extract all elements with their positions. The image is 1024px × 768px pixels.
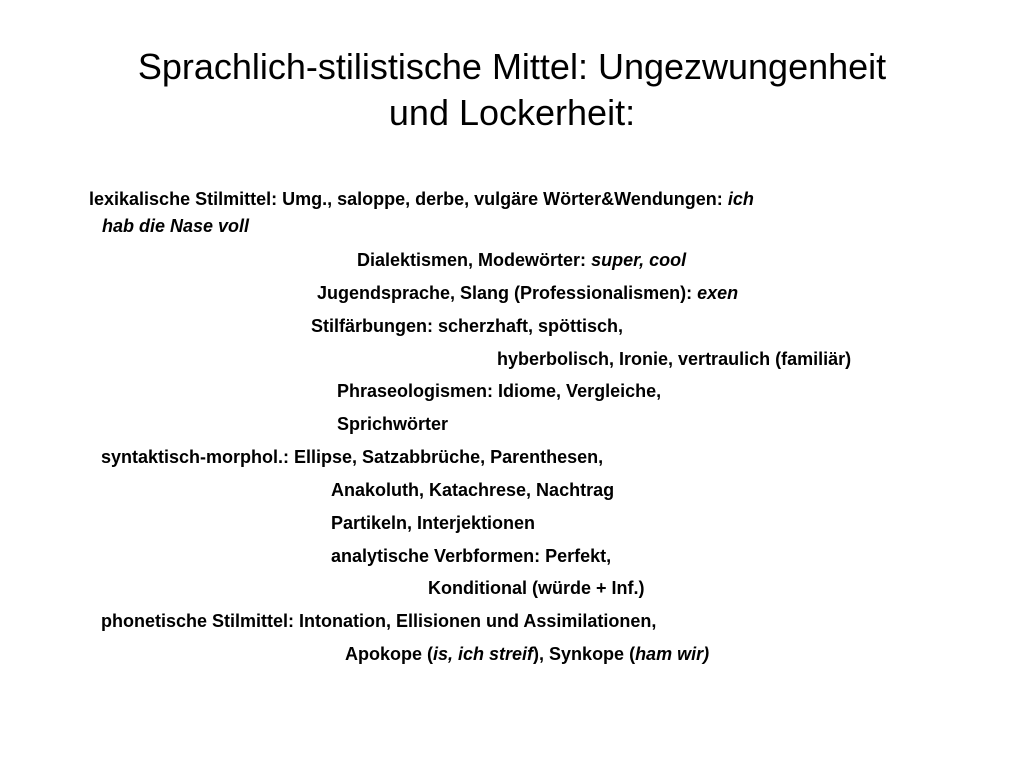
style-coloring-line: Stilfärbungen: scherzhaft, spöttisch, — [311, 316, 624, 336]
lexical-text: lexikalische Stilmittel: Umg., saloppe, derbe, vulgäre Wörter&Wendungen: — [89, 189, 728, 209]
apocope-syncope-line: Apokope (is, ich streif), Synkope (ham wir) — [345, 644, 710, 664]
youth-language-text: Jugendsprache, Slang (Professionalismen): — [317, 283, 698, 303]
slide-title-line-1: Sprachlich-stilistische Mittel: Ungezwungenheit — [137, 46, 887, 87]
phonetic-stylistic-means-line: phonetische Stilmittel: Intonation, Ellisionen und Assimilationen, — [101, 611, 657, 631]
slide-title-line-2: und Lockerheit: — [388, 92, 636, 133]
syntactic-morphological-line: syntaktisch-morphol.: Ellipse, Satzabbrüche, Parenthesen, — [101, 447, 604, 467]
proverbs-line: Sprichwörter — [337, 414, 449, 434]
lexical-example-nase-voll: hab die Nase voll — [102, 216, 250, 236]
lexical-example-ich: ich — [727, 189, 754, 209]
conditional-line: Konditional (würde + Inf.) — [428, 578, 645, 598]
lexical-example-line — [102, 215, 249, 237]
dialectisms-text: Dialektismen, Modewörter: — [357, 250, 592, 270]
youth-language-line — [317, 282, 738, 304]
dialectisms-line — [357, 249, 686, 271]
dialectisms-example: super, cool — [591, 250, 687, 270]
syncope-example: ham wir) — [635, 644, 710, 664]
youth-language-example: exen — [697, 283, 739, 303]
apocope-example: is, ich streif — [433, 644, 534, 664]
style-coloring-continuation-line: hyberbolisch, Ironie, vertraulich (familiär) — [497, 349, 852, 369]
phraseology-line: Phraseologismen: Idiome, Vergleiche, — [337, 381, 662, 401]
particles-line: Partikeln, Interjektionen — [331, 513, 536, 533]
lexical-stylistic-means-line — [89, 188, 754, 210]
anacoluthon-line: Anakoluth, Katachrese, Nachtrag — [331, 480, 615, 500]
analytic-verb-forms-line: analytische Verbformen: Perfekt, — [331, 546, 612, 566]
